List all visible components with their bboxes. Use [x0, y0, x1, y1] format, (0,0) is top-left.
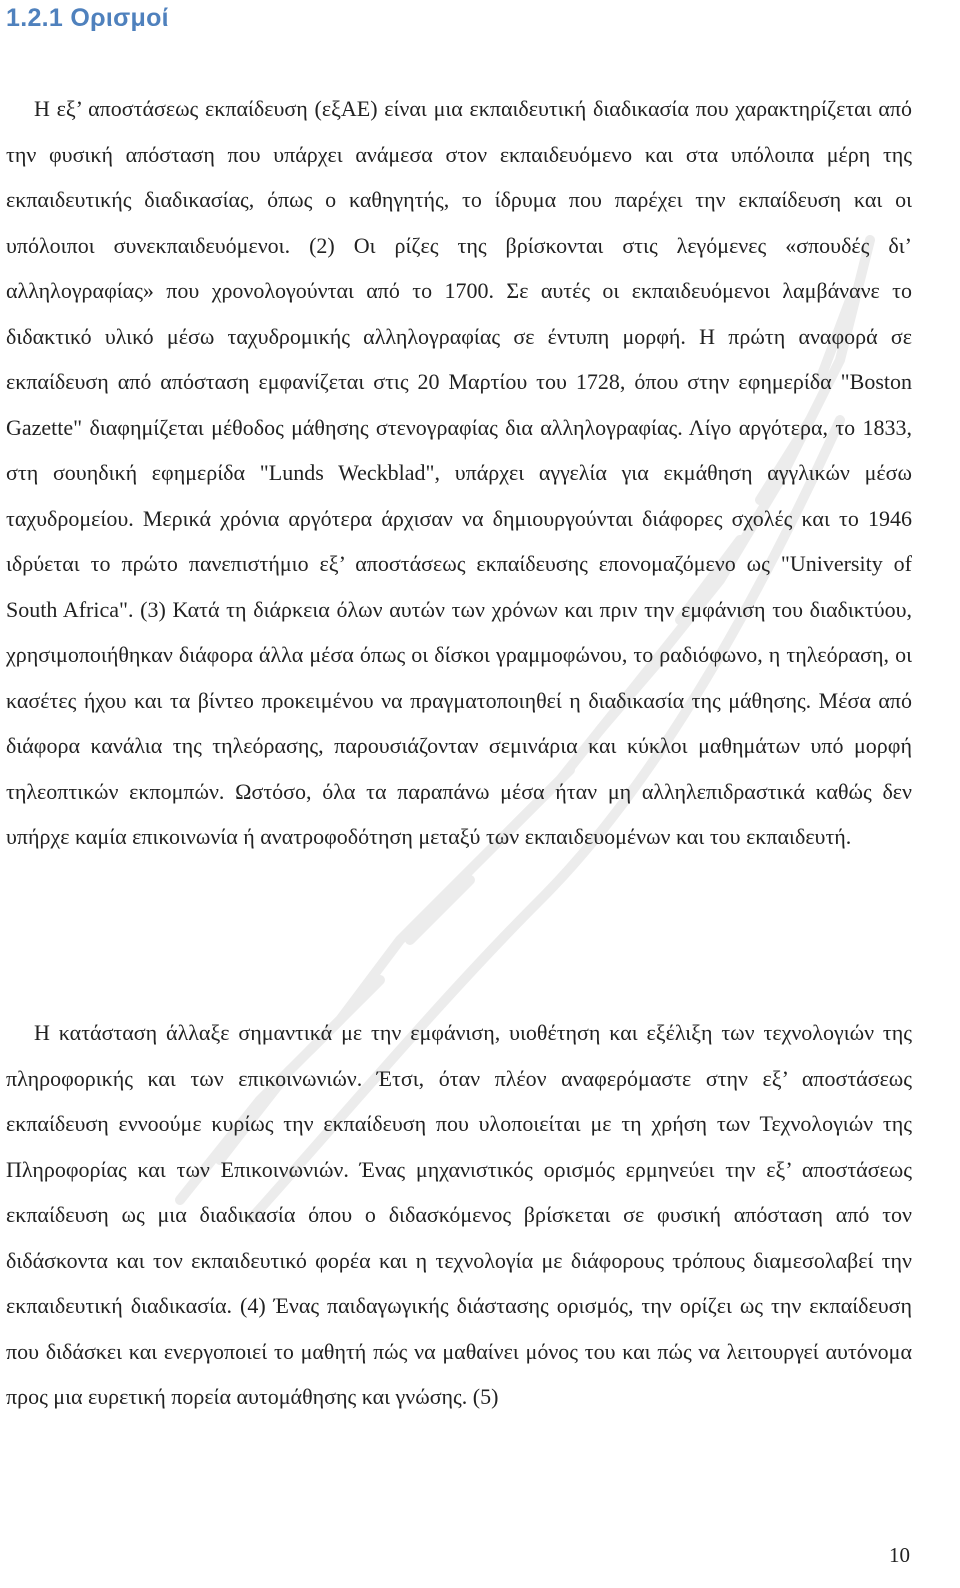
body-paragraph-1: Η εξ’ αποστάσεως εκπαίδευση (εξΑΕ) είναι μια εκπαιδευτική διαδικασία που χαρακτηρίζεται από την φυσική απόσταση που υπάρχει ανάμεσα στον εκπαιδευόμενο και στα υπόλοιπα μέρη της εκπαιδευτικής διαδικασίας, όπως ο καθηγητής, το ίδρυμα που παρέχει την εκπαίδευση και οι υπόλοιποι συνεκπαιδευόμενοι. (2) Οι ρίζες της βρίσκονται στις λεγόμενες «σπουδές δι’ αλληλογραφίας» που χρονολογούνται από το 1700. Σε αυτές οι εκπαιδευόμενοι λαμβάνανε το διδακτικό υλικό μέσω ταχυδρομικής αλληλογραφίας σε έντυπη μορφή. Η πρώτη αναφορά σε εκπαίδευση από απόσταση εμφανίζεται στις 20 Μαρτίου του 1728, όπου στην εφημερίδα "Boston Gazette" διαφημίζεται μέθοδος μάθησης στενογραφίας δια αλληλογραφίας. Λίγο αργότερα, το 1833, στη σουηδική εφημερίδα "Lunds Weckblad", υπάρχει αγγελία για εκμάθηση αγγλικών μέσω ταχυδρομείου. Μερικά χρόνια αργότερα άρχισαν να δημιουργούνται διάφορες σχολές και το 1946 ιδρύεται το πρώτο πανεπιστήμιο εξ’ αποστάσεως εκπαίδευσης επονομαζόμενο ως "University of South Africa". (3) Κατά τη διάρκεια όλων αυτών των χρόνων και πριν την εμφάνιση του διαδικτύου, χρησιμοποιήθηκαν διάφορα άλλα μέσα όπως οι δίσκοι γραμμοφώνου, το ραδιόφωνο, η τηλεόραση, οι κασέτες ήχου και τα βίντεο προκειμένου να πραγματοποιηθεί η διαδικασία της μάθησης. Μέσα από διάφορα κανάλια της τηλεόρασης, παρουσιάζονταν σεμινάρια και κύκλοι μαθημάτων υπό μορφή τηλεοπτικών εκπομπών. Ωστόσο, όλα τα παραπάνω μέσα ήταν μη αλληλεπιδραστικά καθώς δεν υπήρχε καμία επικοινωνία ή ανατροφοδότηση μεταξύ των εκπαιδευομένων και του εκπαιδευτή.	[6, 96, 912, 849]
section-heading: 1.2.1 Ορισμοί	[6, 4, 169, 32]
page-number: 10	[889, 1543, 910, 1567]
body-paragraph-2: Η κατάσταση άλλαξε σημαντικά με την εμφάνιση, υιοθέτηση και εξέλιξη των τεχνολογιών της πληροφορικής και των επικοινωνιών. Έτσι, όταν πλέον αναφερόμαστε στην εξ’ αποστάσεως εκπαίδευση εννοούμε κυρίως την εκπαίδευση που υλοποιείται με τη χρήση των Τεχνολογιών της Πληροφορίας και των Επικοινωνιών. Ένας μηχανιστικός ορισμός ερμηνεύει την εξ’ αποστάσεως εκπαίδευση ως μια διαδικασία όπου ο διδασκόμενος βρίσκεται σε φυσική απόσταση από τον διδάσκοντα και τον εκπαιδευτικό φορέα και η τεχνολογία με διάφορους τρόπους διαμεσολαβεί την εκπαιδευτική διαδικασία. (4) Ένας παιδαγωγικής διάστασης ορισμός, την ορίζει ως την εκπαίδευση που διδάσκει και ενεργοποιεί το μαθητή πώς να μαθαίνει μόνος του και πώς να λειτουργεί αυτόνομα προς μια ευρετική πορεία αυτομάθησης και γνώσης. (5)	[6, 1020, 912, 1409]
